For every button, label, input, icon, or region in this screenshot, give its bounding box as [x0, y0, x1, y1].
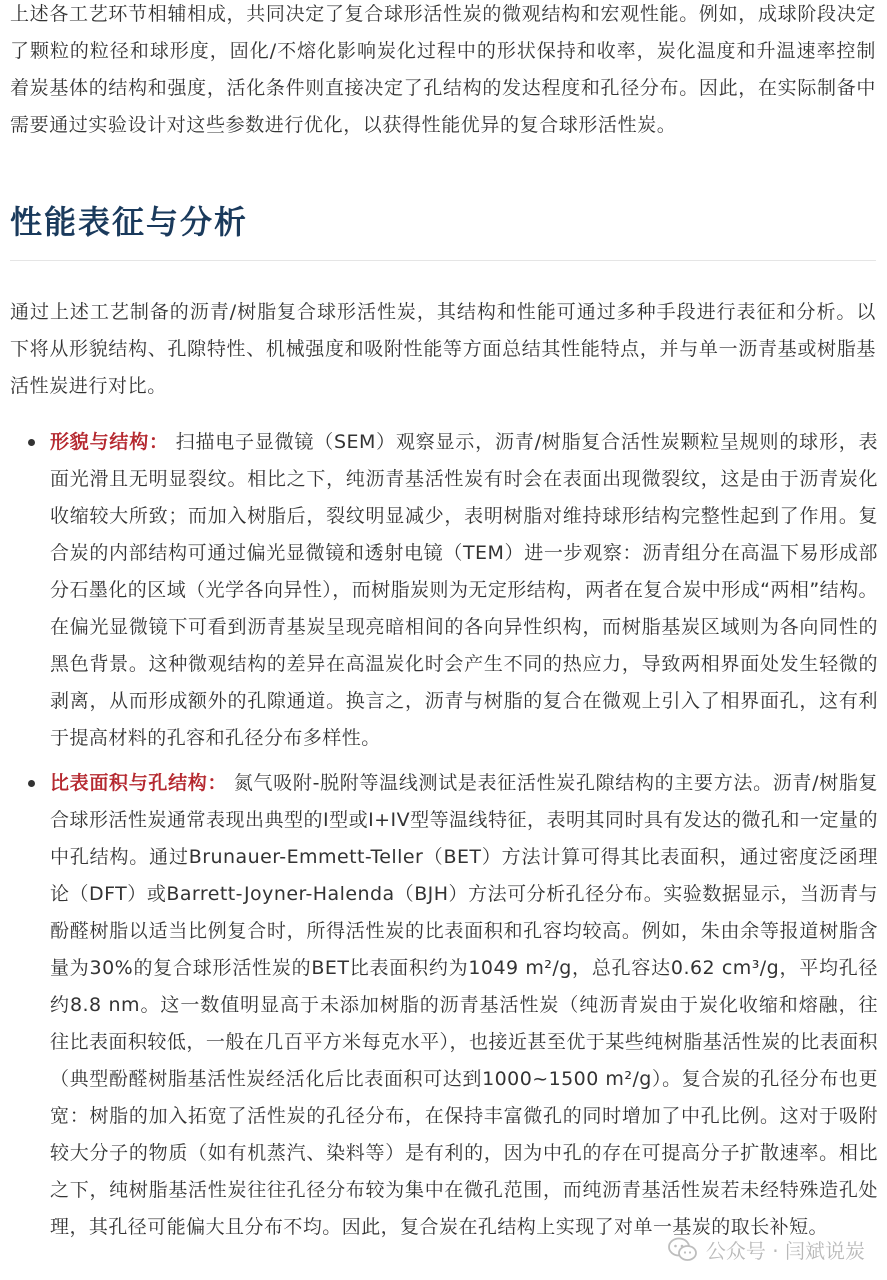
watermark	[668, 1235, 865, 1264]
heading-divider	[10, 260, 876, 261]
wechat-icon	[668, 1237, 698, 1263]
bullet-dot	[28, 439, 35, 446]
bullet-text: 扫描电子显微镜（SEM）观察显示，沥青/树脂复合活性炭颗粒呈规则的球形，表面光滑且无明显裂纹。相比之下，纯沥青基活性炭有时会在表面出现微裂纹，这是由于沥青炭化收缩较大所致；而加入树脂后，裂纹明显减少，表明树脂对维持球形结构完整性起到了作用。复合炭的内部结构可通过偏光显微镜和透射电镜（TEM）进一步观察：沥青组分在高温下易形成部分石墨化的区域（光学各向异性），而树脂炭则为无定形结构，两者在复合炭中形成“两相”结构。在偏光显微镜下可看到沥青基炭呈现亮暗相间的各向异性织构，而树脂基炭区域则为各向同性的黑色背景。这种微观结构的差异在高温炭化时会产生不同的热应力，导致两相界面处发生轻微的剥离，从而形成额外的孔隙通道。换言之，沥青与树脂的复合在微观上引入了相界面孔，这有利于提高材料的孔容和孔径分布多样性。	[50, 431, 878, 749]
bullet-term: 形貌与结构：	[50, 431, 169, 453]
watermark-text: 公众号 · 闫斌说炭	[705, 1239, 865, 1263]
bullet-term: 比表面积与孔结构：	[50, 772, 228, 794]
overview-paragraph: 通过上述工艺制备的沥青/树脂复合球形活性炭，其结构和性能可通过多种手段进行表征和分析。以下将从形貌结构、孔隙特性、机械强度和吸附性能等方面总结其性能特点，并与单一沥青基或树脂基活性炭进行对比。	[10, 301, 876, 397]
bullet-dot	[28, 780, 35, 787]
section-heading: 性能表征与分析	[10, 203, 249, 241]
bullet-item-surface-area	[50, 765, 878, 1246]
bullet-text: 氮气吸附-脱附等温线测试是表征活性炭孔隙结构的主要方法。沥青/树脂复合球形活性炭通常表现出典型的I型或I+IV型等温线特征，表明其同时具有发达的微孔和一定量的中孔结构。通过Brunauer-Emmett-Teller（BET）方法计算可得其比表面积，通过密度泛函理论（DFT）或Barrett-Joyner-Halenda（BJH）方法可分析孔径分布。实验数据显示，当沥青与酚醛树脂以适当比例复合时，所得活性炭的比表面积和孔容均较高。例如，朱由余等报道树脂含量为30%的复合球形活性炭的BET比表面积约为1049 m²/g，总孔容达0.62 cm³/g，平均孔径约8.8 nm。这一数值明显高于未添加树脂的沥青基活性炭（纯沥青炭由于炭化收缩和熔融，往往比表面积较低，一般在几百平方米每克水平），也接近甚至优于某些纯树脂基活性炭的比表面积（典型酚醛树脂基活性炭经活化后比表面积可达到1000~1500 m²/g）。复合炭的孔径分布也更宽：树脂的加入拓宽了活性炭的孔径分布，在保持丰富微孔的同时增加了中孔比例。这对于吸附较大分子的物质（如有机蒸汽、染料等）是有利的，因为中孔的存在可提高分子扩散速率。相比之下，纯树脂基活性炭往往孔径分布较为集中在微孔范围，而纯沥青基活性炭若未经特殊造孔处理，其孔径可能偏大且分布不均。因此，复合炭在孔结构上实现了对单一基炭的取长补短。	[50, 772, 878, 1238]
intro-paragraph: 上述各工艺环节相辅相成，共同决定了复合球形活性炭的微观结构和宏观性能。例如，成球阶段决定了颗粒的粒径和球形度，固化/不熔化影响炭化过程中的形状保持和收率，炭化温度和升温速率控制着炭基体的结构和强度，活化条件则直接决定了孔结构的发达程度和孔径分布。因此，在实际制备中需要通过实验设计对这些参数进行优化，以获得性能优异的复合球形活性炭。	[10, 3, 876, 136]
bullet-item-morphology	[50, 424, 878, 757]
